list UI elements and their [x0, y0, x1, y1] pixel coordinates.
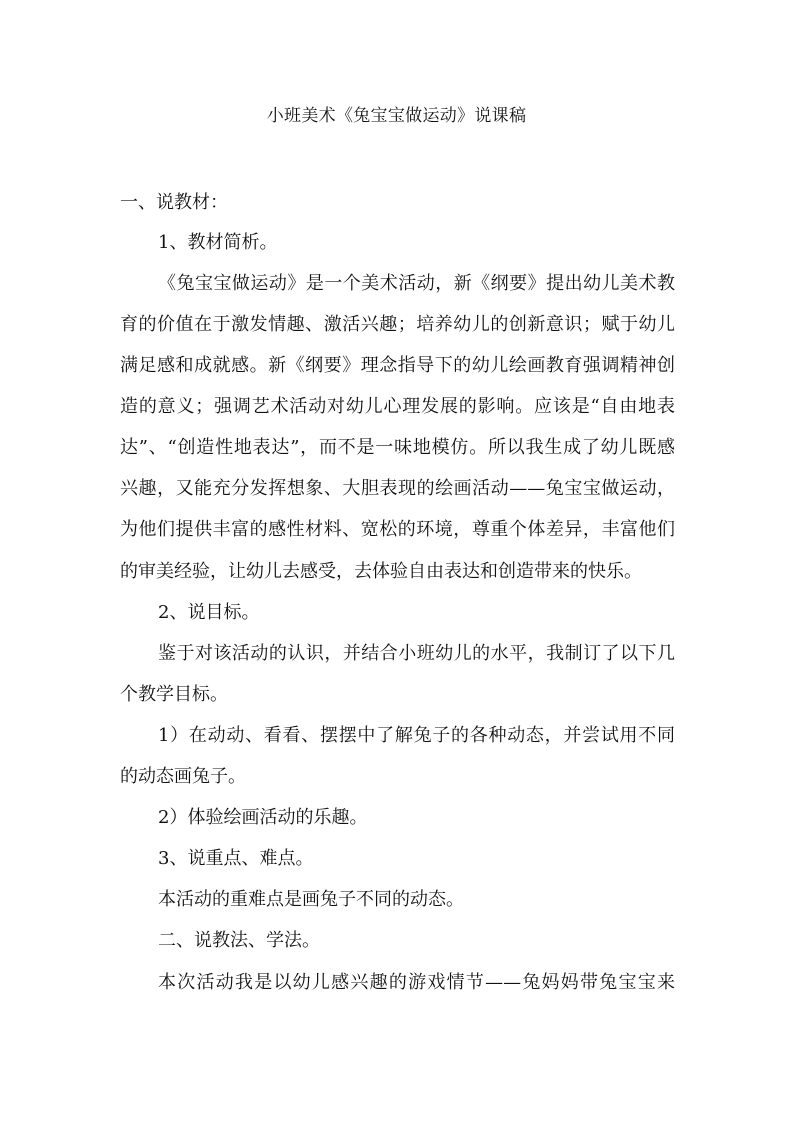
subheading-objectives: 2、说目标。: [158, 602, 260, 623]
paragraph-line: 满足感和成就感。新《纲要》理念指导下的幼儿绘画教育强调精神创: [120, 355, 675, 376]
paragraph-line: 为他们提供丰富的感性材料、宽松的环境，尊重个体差异，丰富他们: [120, 519, 675, 540]
paragraph-line: 本活动的重难点是画兔子不同的动态。: [158, 889, 464, 910]
paragraph-line: 《兔宝宝做运动》是一个美术活动，新《纲要》提出幼儿美术教: [158, 273, 675, 294]
subheading-material-analysis: 1、教材简析。: [158, 232, 278, 253]
paragraph-line: 造的意义；强调艺术活动对幼儿心理发展的影响。应该是“自由地表: [120, 396, 675, 417]
section-heading-methods: 二、说教法、学法。: [158, 930, 320, 951]
document-title: 小班美术《兔宝宝做运动》说课稿: [266, 106, 527, 126]
objective-item-1: 1）在动动、看看、摆摆中了解兔子的各种动态，并尝试用不同: [158, 725, 675, 746]
subheading-key-points: 3、说重点、难点。: [158, 848, 314, 869]
paragraph-line: 本次活动我是以幼儿感兴趣的游戏情节——兔妈妈带兔宝宝来: [158, 972, 675, 993]
paragraph-line: 的动态画兔子。: [120, 766, 246, 787]
paragraph-line: 鉴于对该活动的认识，并结合小班幼儿的水平，我制订了以下几: [158, 643, 675, 664]
paragraph-line: 兴趣，又能充分发挥想象、大胆表现的绘画活动——兔宝宝做运动，: [120, 478, 675, 499]
paragraph-line: 育的价值在于激发情趣、激活兴趣；培养幼儿的创新意识；赋于幼儿: [120, 314, 675, 335]
objective-item-2: 2）体验绘画活动的乐趣。: [158, 807, 368, 828]
paragraph-line: 个教学目标。: [120, 684, 228, 705]
paragraph-line: 达”、“创造性地表达”，而不是一味地模仿。所以我生成了幼儿既感: [120, 437, 675, 458]
paragraph-line: 的审美经验，让幼儿去感受，去体验自由表达和创造带来的快乐。: [120, 561, 642, 582]
section-heading-teaching-material: 一、说教材：: [120, 192, 228, 213]
